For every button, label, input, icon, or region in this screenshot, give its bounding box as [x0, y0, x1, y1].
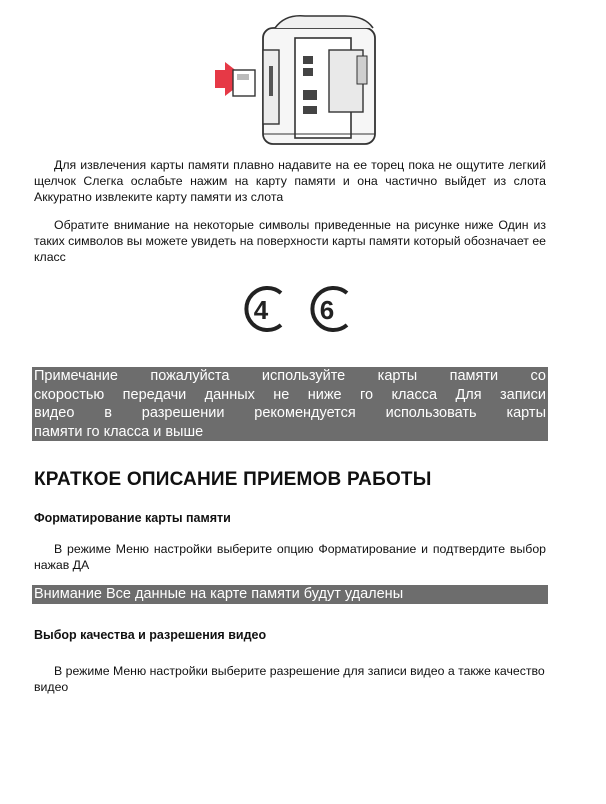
format-text: В режиме Меню настройки выберите опцию Форматирование и подтвердите выбор нажав ДА	[34, 542, 546, 572]
quality-text: В режиме Меню настройки выберите разрешение для записи видео а также качество видео	[34, 664, 545, 694]
camera-icon	[205, 10, 390, 150]
note-line: памяти го класса и выше	[34, 423, 204, 440]
class-6-symbol	[312, 288, 347, 330]
quality-title: Выбор качества и разрешения видео	[34, 628, 267, 642]
camera-sd-card-illustration	[205, 10, 390, 150]
class-4-symbol	[246, 288, 281, 330]
warning-text: Внимание Все данные на карте памяти будут удалены	[34, 586, 404, 602]
note-card-speed	[32, 367, 548, 441]
note-line: скоростью передачи данных не ниже го класса Для записи	[34, 386, 546, 403]
paragraph-card-symbols: Обратите внимание на некоторые символы приведенные на рисунке ниже Один из таких символов вы можете увидеть на поверхности карты памяти который обозначает ее класс	[34, 218, 546, 264]
warning-box	[32, 585, 548, 604]
format-title: Форматирование карты памяти	[34, 511, 231, 525]
note-line: видео в разрешении рекомендуется использовать карты	[34, 405, 546, 421]
class-6-digit: 6	[319, 295, 335, 325]
section-heading: КРАТКОЕ ОПИСАНИЕ ПРИЕМОВ РАБОТЫ	[34, 469, 432, 490]
paragraph-card-removal: Для извлечения карты памяти плавно надавите на ее торец пока не ощутите легкий щелчок Слегка ослабьте нажим на карту памяти и она частично выйдет из слота Аккуратно извлеките карту памяти из слота	[34, 158, 546, 204]
note-line: Примечание пожалуйста используйте карты памяти со	[34, 368, 546, 384]
class-symbols	[237, 283, 352, 335]
class-4-digit: 4	[253, 295, 269, 325]
